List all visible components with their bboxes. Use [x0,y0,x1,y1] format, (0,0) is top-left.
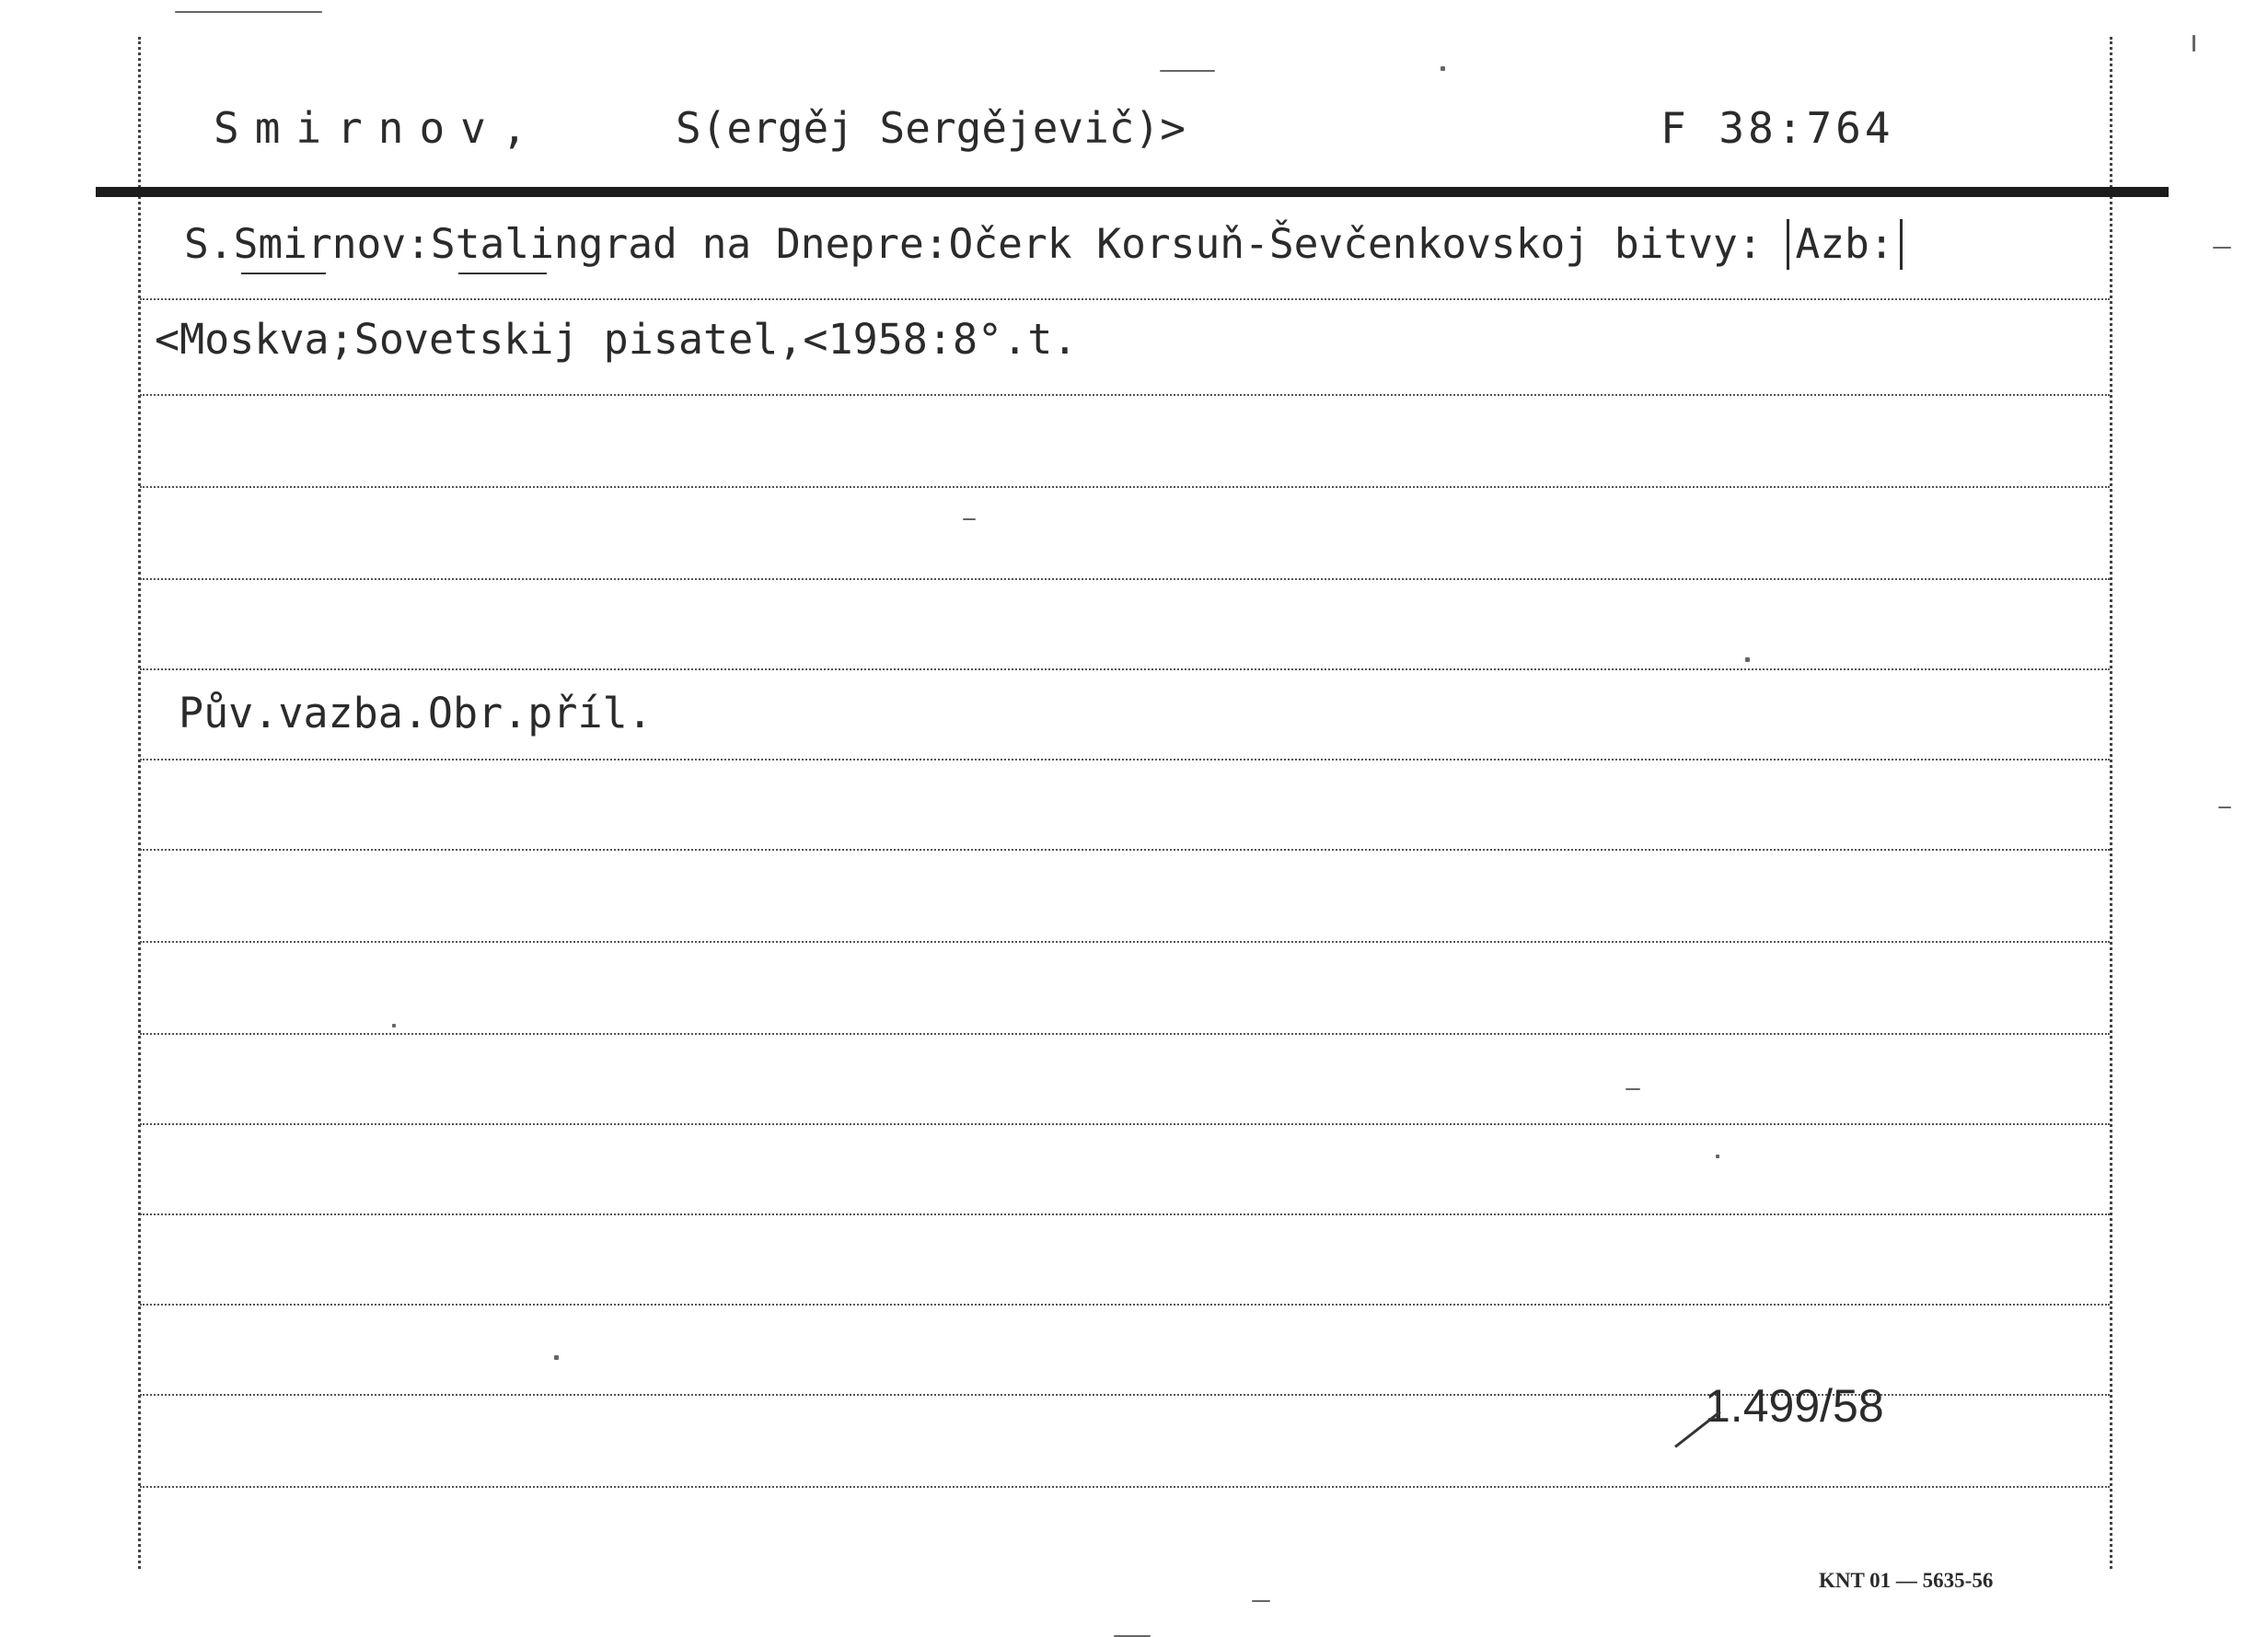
scan-speck [2218,807,2231,808]
heading-separator [96,187,2169,197]
scan-speck [175,11,322,13]
scan-speck [1745,657,1750,662]
ruled-line [140,1486,2110,1488]
author-surname: Smirnov, [214,103,543,153]
physical-note: Pův.vazba.Obr.příl. [179,689,653,737]
ruled-line [140,941,2110,943]
card-right-border [2110,37,2112,1569]
ruled-line [140,394,2110,396]
scan-speck [963,518,976,520]
ruled-line [140,298,2110,300]
scan-speck [392,1024,396,1027]
accession-number: 1.499/58 [1705,1380,1884,1432]
imprint-statement: <Moskva;Sovetskij pisatel,<1958:8°.t. [155,315,1078,364]
ruled-line [140,1123,2110,1125]
scan-speck [1716,1155,1719,1158]
scan-speck [1626,1088,1640,1090]
title-text: S.Smirnov:Stalingrad na Dnepre:Očerk Korsuň-Ševčenkovskoj bitvy: [184,221,1763,268]
ruled-line [140,1304,2110,1306]
printer-mark: KNT 01 — 5635-56 [1819,1569,1994,1592]
card-left-border [138,37,141,1569]
ruled-line [140,1213,2110,1215]
shelf-mark: F 38:764 [1660,103,1894,153]
ruled-line [140,668,2110,670]
scan-speck [2193,35,2195,52]
scan-speck [1160,70,1215,72]
scan-speck [2213,247,2231,249]
ruled-line [140,1033,2110,1035]
ruled-line [140,759,2110,760]
scan-speck [554,1355,559,1360]
ruled-line [140,849,2110,851]
scan-speck [1252,1600,1270,1602]
ruled-line [140,578,2110,580]
title-statement [184,221,1903,268]
author-underline [241,273,326,274]
script-tag: Azb: [1787,219,1902,270]
scan-speck [1441,66,1445,71]
author-given-names: S(ergěj Sergějevič)> [676,103,1186,153]
title-underline [458,273,547,274]
ruled-line [140,486,2110,488]
